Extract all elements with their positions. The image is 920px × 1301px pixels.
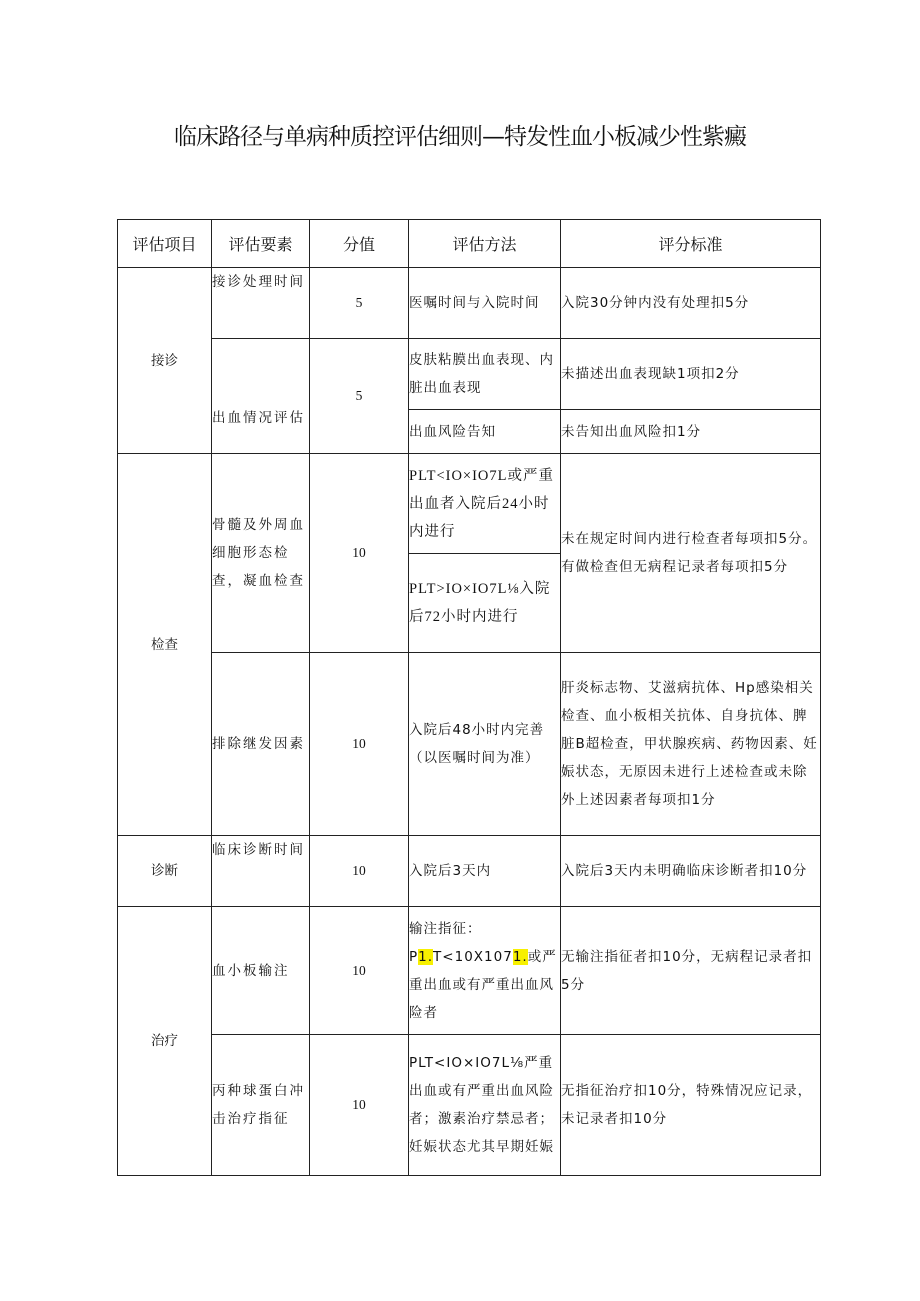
method-cell: 出血风险告知 [409, 410, 561, 454]
element-cell: 出血情况评估 [212, 339, 310, 454]
table-row [118, 454, 821, 554]
category-cell: 诊断 [118, 836, 212, 907]
element-cell: 临床诊断时间 [212, 836, 310, 907]
table-row [118, 1035, 821, 1176]
header-method: 评估方法 [409, 220, 561, 268]
standard-cell: 未在规定时间内进行检查者每项扣5分。有做检查但无病程记录者每项扣5分 [561, 454, 821, 653]
method-text [409, 943, 560, 1027]
method-cell [409, 907, 561, 1035]
method-cell: 医嘱时间与入院时间 [409, 268, 561, 339]
score-cell: 10 [310, 454, 409, 653]
standard-cell: 入院30分钟内没有处理扣5分 [561, 268, 821, 339]
method-cell: PLT<IO×IO7L或严重出血者入院后24小时内进行 [409, 454, 561, 554]
score-cell: 10 [310, 1035, 409, 1176]
header-element: 评估要素 [212, 220, 310, 268]
method-cell: 入院后3天内 [409, 836, 561, 907]
header-row [118, 220, 821, 268]
standard-cell: 未告知出血风险扣1分 [561, 410, 821, 454]
table-row [118, 836, 821, 907]
standard-cell: 肝炎标志物、艾滋病抗体、Hp感染相关检查、血小板相关抗体、自身抗体、脾脏B超检查，甲状腺疾病、药物因素、妊娠状态，无原因未进行上述检查或未除外上述因素者每项扣1分 [561, 653, 821, 836]
element-cell: 丙种球蛋白冲击治疗指征 [212, 1035, 310, 1176]
score-cell: 10 [310, 836, 409, 907]
element-cell: 接诊处理时间 [212, 268, 310, 339]
method-cell: 皮肤粘膜出血表现、内脏出血表现 [409, 339, 561, 410]
score-cell: 10 [310, 907, 409, 1035]
method-part: 或严重出血或有严重出血风险者 [409, 948, 557, 1021]
method-label: 输注指征： [409, 920, 482, 937]
table-row [118, 268, 821, 339]
highlight-mark: 1. [512, 948, 528, 965]
standard-cell: 无指征治疗扣10分，特殊情况应记录，未记录者扣10分 [561, 1035, 821, 1176]
header-score: 分值 [310, 220, 409, 268]
category-cell: 治疗 [118, 907, 212, 1176]
highlight-mark: 1. [418, 948, 434, 965]
header-standard: 评分标准 [561, 220, 821, 268]
table-row [118, 653, 821, 836]
method-part: P [409, 948, 419, 965]
table-row [118, 339, 821, 410]
standard-cell: 入院后3天内未明确临床诊断者扣10分 [561, 836, 821, 907]
method-cell: PLT<IO×IO7L⅛严重出血或有严重出血风险者；激素治疗禁忌者；妊娠状态尤其早期妊娠 [409, 1035, 561, 1176]
method-cell: 入院后48小时内完善（以医嘱时间为准） [409, 653, 561, 836]
method-cell: PLT>IO×IO7L⅛入院后72小时内进行 [409, 554, 561, 653]
method-part: T<10X107 [433, 948, 513, 965]
score-cell: 5 [310, 268, 409, 339]
score-cell: 10 [310, 653, 409, 836]
table-row [118, 907, 821, 1035]
element-cell: 骨髓及外周血细胞形态检查，凝血检查 [212, 454, 310, 653]
header-category: 评估项目 [118, 220, 212, 268]
standard-cell: 未描述出血表现缺1项扣2分 [561, 339, 821, 410]
standard-cell: 无输注指征者扣10分，无病程记录者扣5分 [561, 907, 821, 1035]
category-cell: 检查 [118, 454, 212, 836]
category-cell: 接诊 [118, 268, 212, 454]
score-cell: 5 [310, 339, 409, 454]
element-cell: 血小板输注 [212, 907, 310, 1035]
element-cell: 排除继发因素 [212, 653, 310, 836]
page-title: 临床路径与单病种质控评估细则—特发性血小板减少性紫癜 [174, 124, 746, 150]
evaluation-table [117, 219, 821, 1176]
